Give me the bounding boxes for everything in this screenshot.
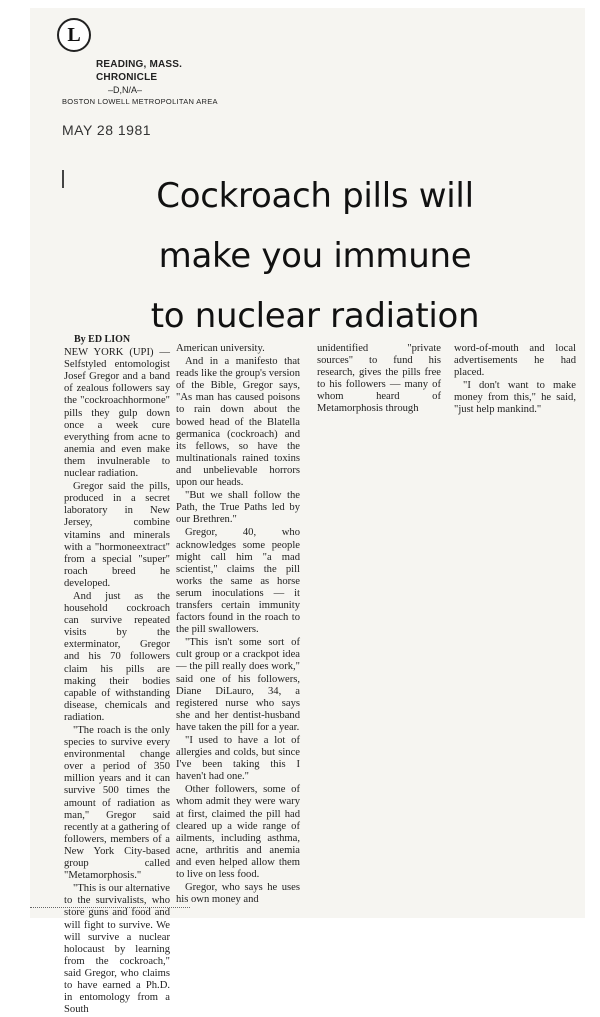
margin-mark (62, 170, 64, 188)
metro-area: BOSTON LOWELL METROPOLITAN AREA (62, 97, 218, 106)
paragraph: "But we shall follow the Path, the True Paths led by our Brethren." (176, 490, 300, 526)
paragraph: And in a manifesto that reads like the group's version of the Bible, Gregor says, "As man has caused poisons to rain down about the bowed head of the Blatella germanica (cockroach) and its fellows, so have the multinationals rained toxins and unbelievable horrors upon our heads. (176, 356, 300, 489)
paragraph: American university. (176, 343, 265, 354)
article-column-2 (176, 343, 300, 907)
dna-marker: –D,N/A– (108, 85, 143, 95)
paragraph: unidentified "private sources" to fund his research, gives the pills free to his followers — many of whom heard of Metamorphosis through (317, 343, 441, 415)
paragraph: NEW YORK (UPI) — Selfstyled entomologist Josef Gregor and a band of zealous followers say the "cockroachhormone" pills they gulp down once a week cure everything from acne to anemia and even make them invulnerable to nuclear radiation. (64, 347, 170, 480)
paragraph: "The roach is the only species to survive every environmental change over a period of 350 million years and it can survive 500 times the amount of radiation as man," Gregor said recently at a gathering of followers, members of a New York City-based group called "Metamorphosis." (64, 725, 170, 882)
article-column-1 (64, 334, 170, 1017)
publication-name: READING, MASS. (96, 59, 183, 70)
masthead (62, 58, 256, 107)
logo-letter: L (67, 23, 81, 46)
headline-line-1: Cockroach pills will (156, 176, 474, 216)
paragraph: Gregor said the pills, produced in a secret laboratory in New Jersey, combine vitamins and minerals with a "hormoneextract" from a special "super" roach breed he developed. (64, 481, 170, 589)
paragraph: Gregor, 40, who acknowledges some people might call him "a mad scientist," claims the pill works the same as horse serum inoculations — it transfers certain immunity factors found in the roach to the pill swallowers. (176, 527, 300, 636)
bottom-rule (30, 907, 190, 909)
paragraph: word-of-mouth and local advertisements he had placed. (454, 343, 576, 379)
paragraph: And just as the household cockroach can survive repeated visits by the exterminator, Gregor and his 70 followers claim his pills are making their bodies capable of withstanding disease, chemicals and radiation. (64, 590, 170, 723)
article-column-4 (454, 343, 576, 418)
paragraph: "This isn't some sort of cult group or a crackpot idea — the pill really does work," said one of his followers, Diane DiLauro, 34, a registered nurse who says she and her dentist-husband have taken the pill for a year. (176, 637, 300, 733)
clipping-date: MAY 28 1981 (62, 122, 152, 138)
newspaper-logo (57, 18, 91, 52)
paragraph: "I used to have a lot of allergies and colds, but since I've been taking this I haven't had one." (176, 735, 300, 783)
headline-line-3: to nuclear radiation (150, 296, 480, 336)
paragraph: Other followers, some of whom admit they were wary at first, claimed the pill had cleared up a wide range of ailments, including asthma, acne, arthritis and anemia and even helped allow them to live on less food. (176, 784, 300, 881)
paragraph: "This is our alternative to the survivalists, who store guns and food and will fight to survive. We will survive a nuclear holocaust by learning from the cockroach," said Gregor, who claims to have earned a Ph.D. in entomology from a South (64, 883, 170, 1016)
headline-line-2: make you immune (158, 236, 472, 276)
paragraph: Gregor, who says he uses his own money and (176, 882, 300, 906)
publication-name-2: CHRONICLE (96, 72, 158, 83)
headline (80, 166, 550, 346)
article-column-3 (317, 343, 441, 417)
byline: By ED LION (74, 334, 131, 345)
paragraph: "I don't want to make money from this," he said, "just help mankind." (454, 380, 576, 416)
